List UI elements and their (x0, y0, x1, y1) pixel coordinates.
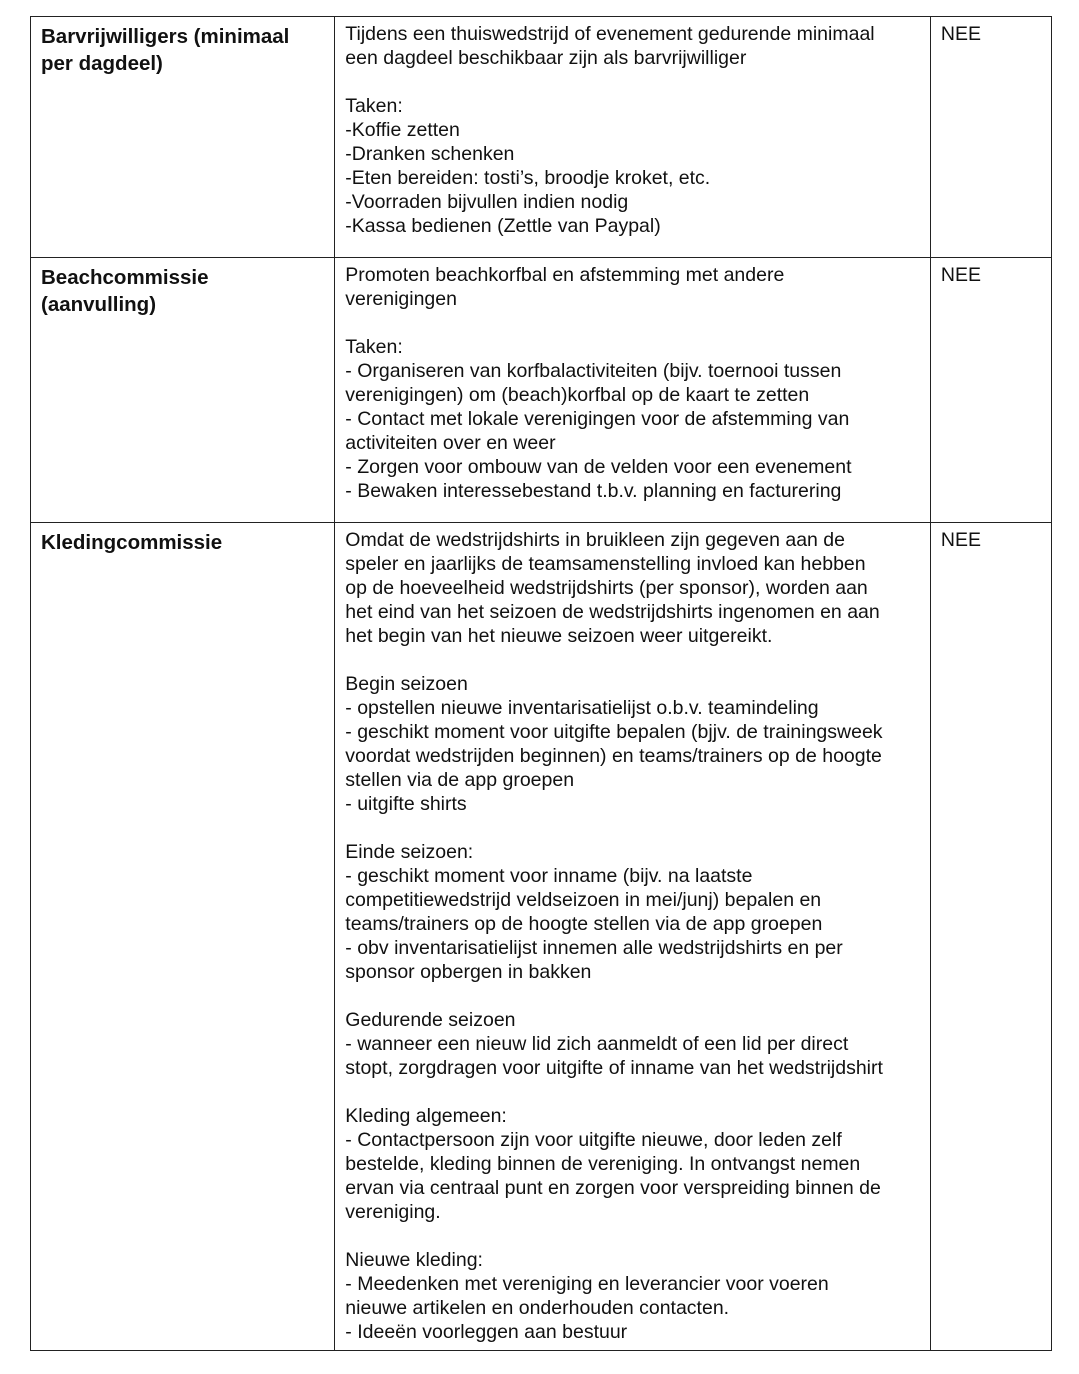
role-flag-cell (930, 523, 1051, 1351)
description-paragraph (345, 22, 920, 70)
role-flag: NEE (940, 264, 981, 286)
text-line: Kleding algemeen: (345, 1105, 507, 1127)
text-line: - Ideeën voorleggen aan bestuur (345, 1321, 628, 1343)
text-line: - Zorgen voor ombouw van de velden voor een evenement (345, 456, 852, 478)
text-line: bestelde, kleding binnen de vereniging. In ontvangst nemen (345, 1153, 861, 1175)
role-flag: NEE (940, 23, 981, 45)
text-line: stellen via de app groepen (345, 769, 575, 791)
roles-table (30, 16, 1052, 1351)
text-line: -Koffie zetten (345, 119, 460, 141)
text-line: competitiewedstrijd veldseizoen in mei/junj) bepalen en (345, 889, 822, 911)
role-description-cell (335, 258, 931, 523)
role-flag-cell (930, 258, 1051, 523)
text-line: - opstellen nieuwe inventarisatielijst o.b.v. teamindeling (345, 697, 819, 719)
task-list (345, 335, 920, 503)
role-name-line: (aanvulling) (41, 293, 157, 316)
text-line: op de hoeveelheid wedstrijdshirts (per sponsor), worden aan (345, 577, 868, 599)
text-line: voordat wedstrijden beginnen) en teams/trainers op de hoogte (345, 745, 882, 767)
task-list (345, 94, 920, 238)
role-description-cell (335, 523, 931, 1351)
text-line: verenigingen) om (beach)korfbal op de kaart te zetten (345, 384, 810, 406)
role-name-line: Beachcommissie (41, 266, 209, 289)
text-line: - uitgifte shirts (345, 793, 467, 815)
role-description-cell (335, 17, 931, 258)
text-line: speler en jaarlijks de teamsamenstelling invloed kan hebben (345, 553, 866, 575)
text-line: - Contact met lokale verenigingen voor de afstemming van (345, 408, 850, 430)
text-line: Einde seizoen: (345, 841, 474, 863)
text-line: - Bewaken interessebestand t.b.v. planning en facturering (345, 480, 842, 502)
role-flag: NEE (940, 529, 981, 551)
text-line: - Organiseren van korfbalactiviteiten (bijv. toernooi tussen (345, 360, 842, 382)
text-line: verenigingen (345, 288, 457, 310)
text-line: activiteiten over en weer (345, 432, 556, 454)
text-line: sponsor opbergen in bakken (345, 961, 592, 983)
text-line: het begin van het nieuwe seizoen weer uitgereikt. (345, 625, 773, 647)
text-line: -Dranken schenken (345, 143, 515, 165)
text-line: Nieuwe kleding: (345, 1249, 483, 1271)
table-row (31, 17, 1052, 258)
text-line: -Voorraden bijvullen indien nodig (345, 191, 629, 213)
text-line: ervan via centraal punt en zorgen voor verspreiding binnen de (345, 1177, 881, 1199)
description-paragraph (345, 263, 920, 311)
text-line: - obv inventarisatielijst innemen alle wedstrijdshirts en per (345, 937, 843, 959)
role-name (41, 264, 324, 318)
text-line: nieuwe artikelen en onderhouden contacten. (345, 1297, 730, 1319)
text-line: Begin seizoen (345, 673, 468, 695)
role-name-line: Barvrijwilligers (minimaal (41, 25, 290, 48)
role-name-cell (31, 17, 335, 258)
role-name-line: per dagdeel) (41, 52, 163, 75)
role-name-line: Kledingcommissie (41, 531, 223, 554)
text-line: Taken: (345, 95, 403, 117)
new-clothing-section (345, 1248, 920, 1344)
role-name-cell (31, 523, 335, 1351)
text-line: - geschikt moment voor inname (bijv. na laatste (345, 865, 753, 887)
text-line: - geschikt moment voor uitgifte bepalen (bjjv. de trainingsweek (345, 721, 883, 743)
clothing-general-section (345, 1104, 920, 1224)
text-line: Promoten beachkorfbal en afstemming met andere (345, 264, 785, 286)
role-name (41, 23, 324, 77)
text-line: Tijdens een thuiswedstrijd of evenement gedurende minimaal (345, 23, 875, 45)
text-line: - Meedenken met vereniging en leverancier voor voeren (345, 1273, 829, 1295)
text-line: vereniging. (345, 1201, 441, 1223)
text-line: -Eten bereiden: tosti’s, broodje kroket, etc. (345, 167, 711, 189)
text-line: een dagdeel beschikbaar zijn als barvrijwilliger (345, 47, 747, 69)
text-line: - wanneer een nieuw lid zich aanmeldt of een lid per direct (345, 1033, 849, 1055)
role-flag-cell (930, 17, 1051, 258)
role-name-cell (31, 258, 335, 523)
table-row (31, 523, 1052, 1351)
text-line: Taken: (345, 336, 403, 358)
description-paragraph (345, 528, 920, 648)
role-name (41, 529, 324, 556)
during-season-section (345, 1008, 920, 1080)
text-line: - Contactpersoon zijn voor uitgifte nieuwe, door leden zelf (345, 1129, 842, 1151)
text-line: het eind van het seizoen de wedstrijdshirts ingenomen en aan (345, 601, 880, 623)
text-line: -Kassa bedienen (Zettle van Paypal) (345, 215, 661, 237)
season-end-section (345, 840, 920, 984)
table-row (31, 258, 1052, 523)
text-line: Gedurende seizoen (345, 1009, 516, 1031)
text-line: teams/trainers op de hoogte stellen via de app groepen (345, 913, 823, 935)
season-start-section (345, 672, 920, 816)
text-line: stopt, zorgdragen voor uitgifte of inname van het wedstrijdshirt (345, 1057, 883, 1079)
text-line: Omdat de wedstrijdshirts in bruikleen zijn gegeven aan de (345, 529, 845, 551)
